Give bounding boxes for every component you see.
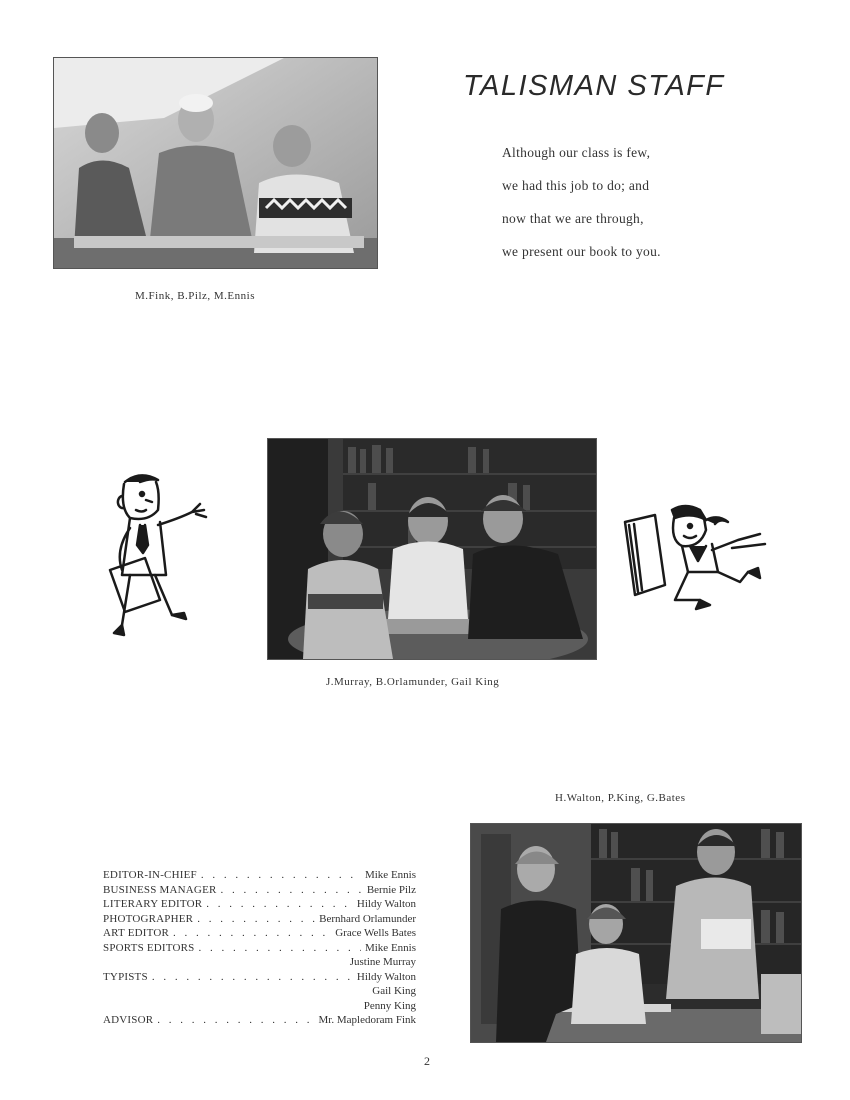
poem-line: we present our book to you.	[502, 244, 661, 259]
photo-staff-group-2	[267, 438, 597, 660]
staff-name: Mr. Mapledoram Fink	[318, 1014, 416, 1026]
leader-dots	[221, 883, 363, 898]
leader-dots	[157, 1013, 314, 1028]
leader-dots	[206, 897, 353, 912]
leader-dots	[199, 941, 361, 956]
cartoon-boy-pointing	[100, 470, 215, 645]
photo-staff-group-3	[470, 823, 802, 1043]
photo-caption: J.Murray, B.Orlamunder, Gail King	[326, 676, 500, 688]
staff-entry-business-manager	[103, 883, 416, 898]
staff-entry-advisor	[103, 1013, 416, 1028]
poem-line: we had this job to do; and	[502, 178, 650, 193]
staff-name: Hildy Walton	[356, 898, 416, 910]
staff-role: ART EDITOR	[103, 927, 170, 939]
staff-name: Mike Ennis	[364, 869, 416, 881]
staff-role: SPORTS EDITORS	[103, 941, 195, 954]
staff-entry-art-editor	[103, 926, 416, 941]
staff-role: EDITOR-IN-CHIEF	[103, 869, 197, 881]
cartoon-boy-running	[620, 500, 770, 620]
photo-caption: M.Fink, B.Pilz, M.Ennis	[135, 290, 255, 302]
staff-name: Mike Ennis	[364, 941, 416, 954]
staff-name: Bernhard Orlamunder	[319, 912, 416, 925]
poem-line: now that we are through,	[502, 211, 644, 226]
staff-list	[103, 868, 416, 1028]
staff-role: PHOTOGRAPHER	[103, 912, 194, 925]
staff-entry-photographer	[103, 912, 416, 927]
staff-role: BUSINESS MANAGER	[103, 883, 217, 896]
staff-entry-typists	[103, 970, 416, 985]
staff-name: Grace Wells Bates	[335, 927, 416, 939]
staff-name: Penny King	[363, 999, 416, 1012]
staff-name: Gail King	[372, 985, 416, 997]
photo-caption: H.Walton, P.King, G.Bates	[555, 792, 686, 804]
staff-role: TYPISTS	[103, 970, 148, 983]
staff-entry-editor-in-chief	[103, 868, 416, 883]
staff-role: LITERARY EDITOR	[103, 898, 203, 910]
photo-staff-group-1	[53, 57, 378, 269]
leader-dots	[201, 868, 361, 883]
staff-entry-literary-editor	[103, 897, 416, 912]
page-number: 2	[424, 1054, 430, 1068]
poem	[502, 136, 661, 268]
leader-dots	[152, 970, 353, 985]
staff-entry-sports-editors	[103, 941, 416, 956]
poem-line: Although our class is few,	[502, 145, 651, 160]
leader-dots	[173, 926, 331, 941]
page-title: TALISMAN STAFF	[463, 70, 725, 102]
staff-name: Hildy Walton	[356, 970, 416, 983]
staff-role: ADVISOR	[103, 1014, 154, 1026]
leader-dots	[197, 912, 315, 927]
staff-name: Bernie Pilz	[366, 883, 416, 896]
staff-name: Justine Murray	[349, 956, 416, 968]
